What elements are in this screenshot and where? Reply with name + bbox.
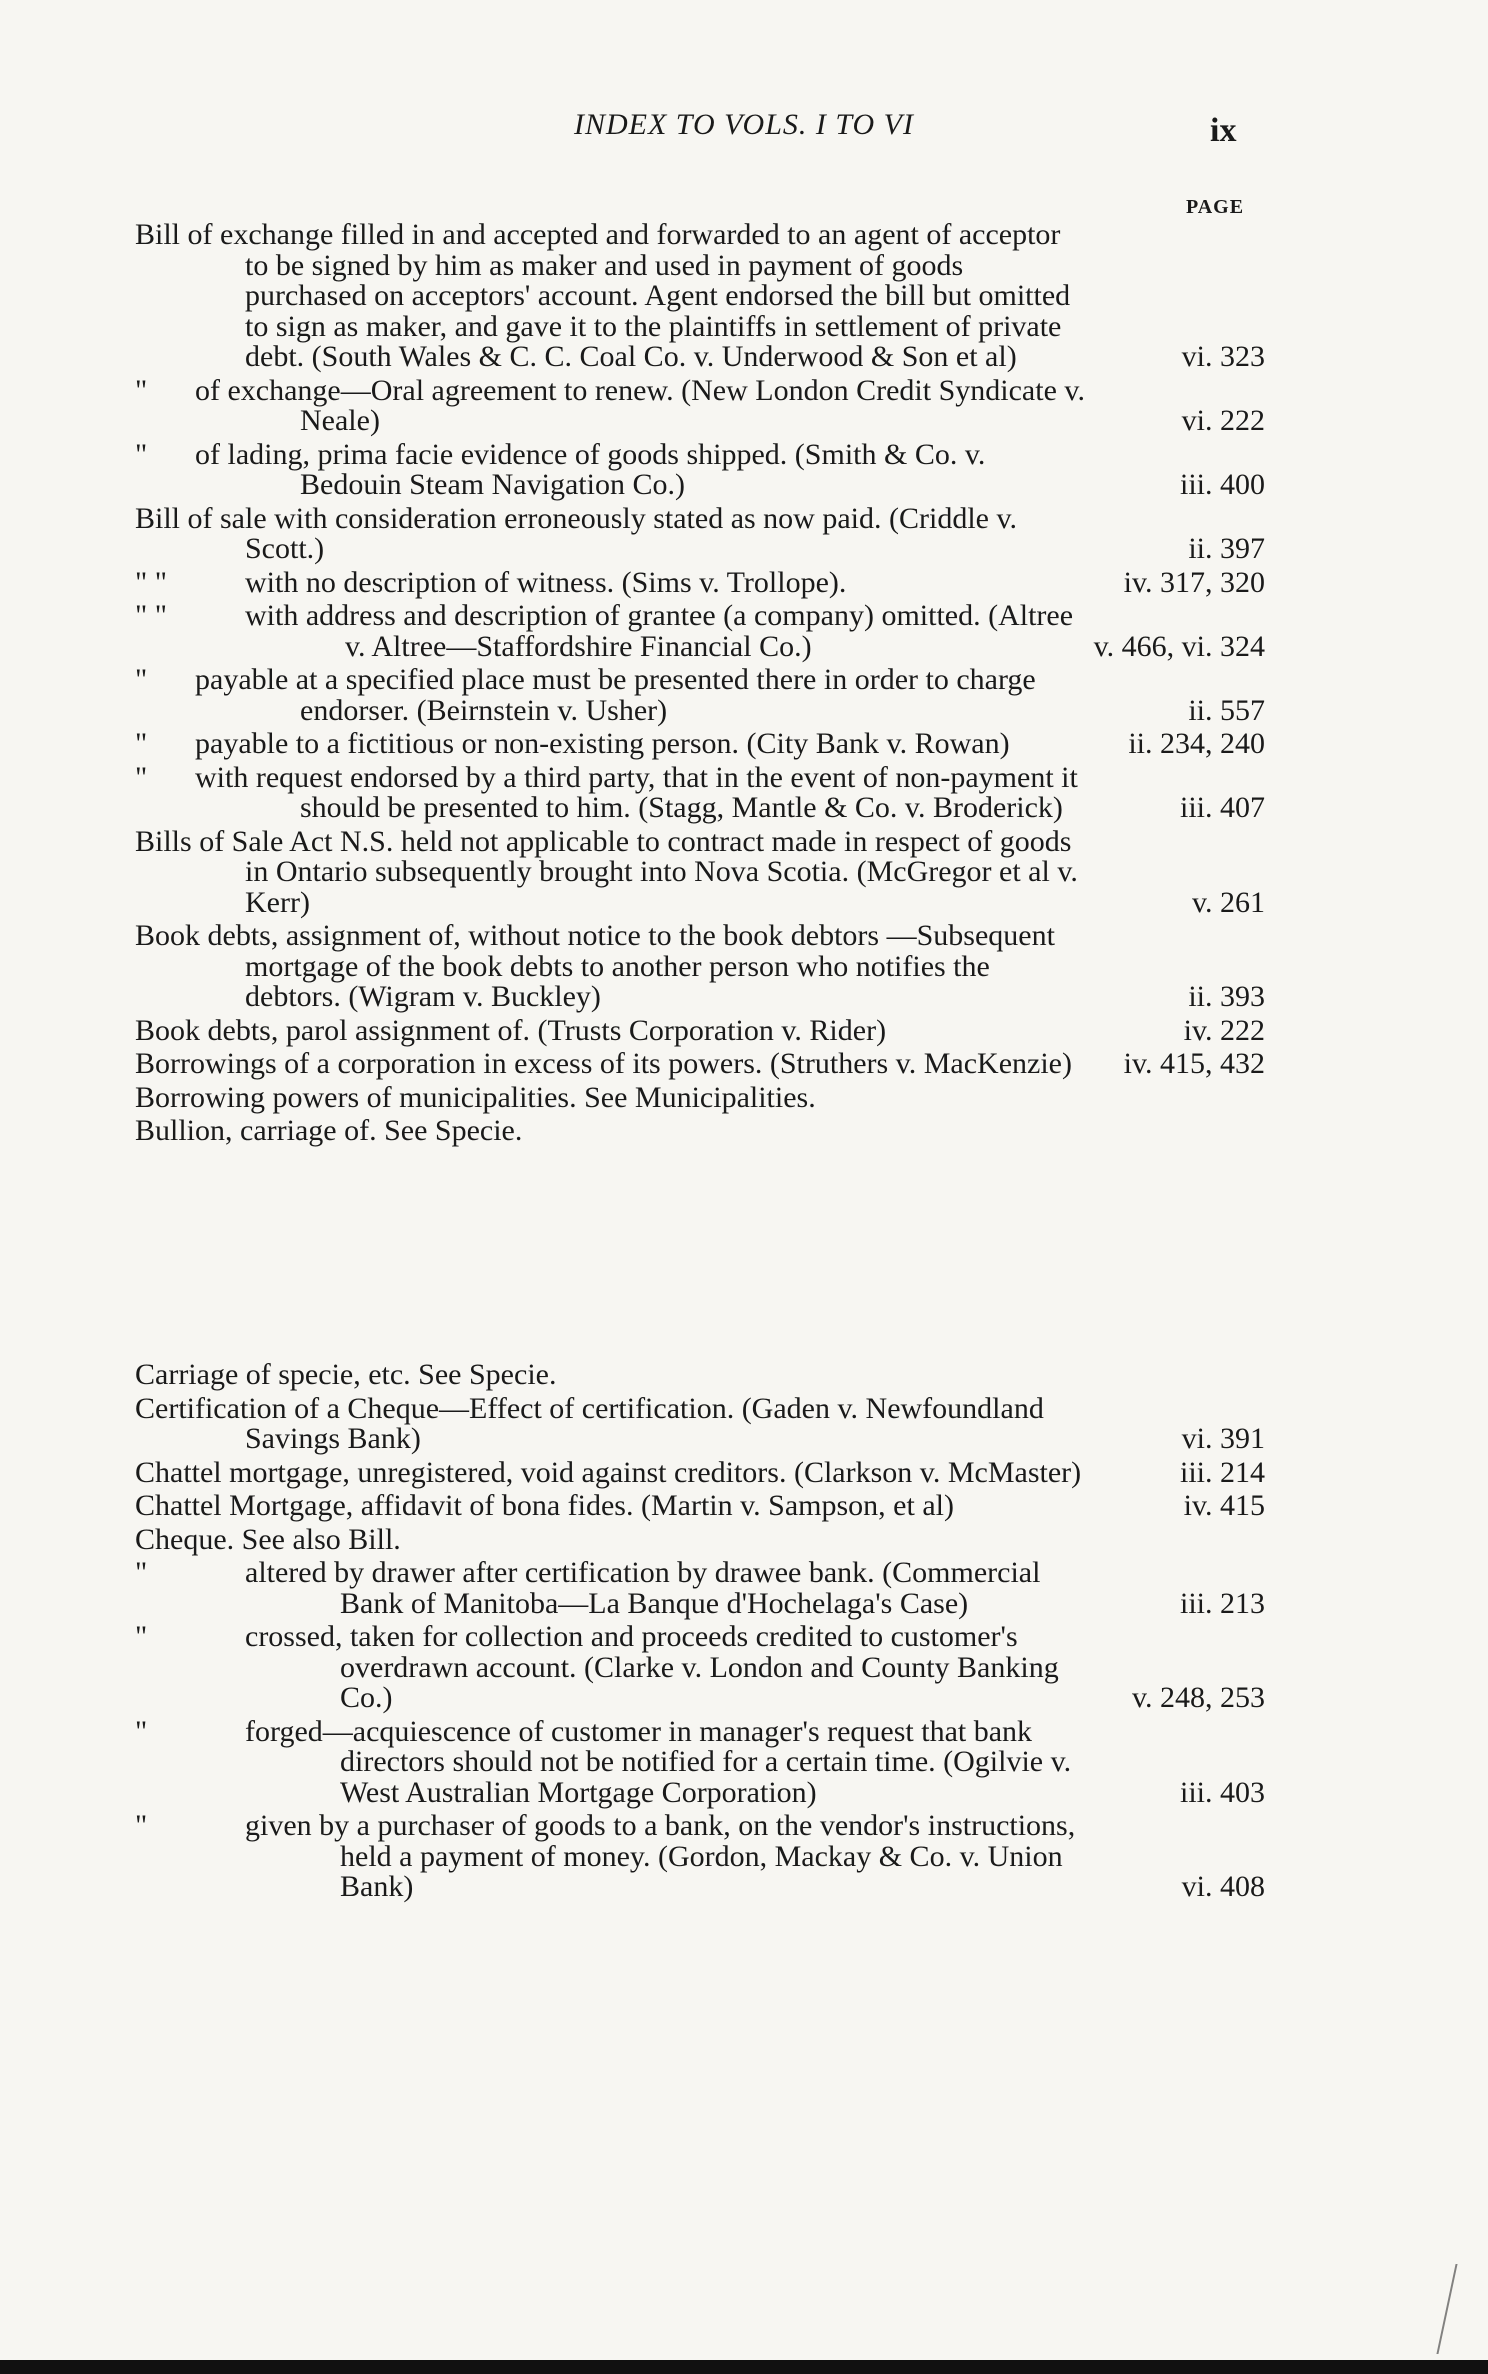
page-reference: iv. 222	[1183, 1013, 1265, 1047]
page-reference: iv. 415	[1183, 1489, 1265, 1522]
index-entry	[135, 1013, 1265, 1047]
entry-text	[135, 501, 1085, 565]
index-entry	[135, 1491, 1265, 1522]
entry-body: Borrowings of a corporation in excess of its powers. (Struthers v. MacKenzie)	[135, 1047, 1072, 1080]
index-entry	[135, 1811, 1265, 1903]
entry-text	[135, 1556, 1085, 1620]
page-reference: v. 261	[1191, 885, 1265, 919]
index-entry	[135, 921, 1265, 1013]
entry-body: Book debts, parol assignment of. (Trusts Corporation v. Rider)	[135, 1013, 887, 1047]
entry-text	[135, 1455, 1085, 1489]
index-entry	[135, 1558, 1265, 1619]
entry-text	[135, 437, 1085, 501]
index-entry	[135, 1455, 1265, 1489]
entry-text	[135, 727, 1085, 760]
ditto-mark: "	[135, 1620, 148, 1653]
index-entry	[135, 729, 1265, 760]
index-entry	[135, 1080, 1265, 1114]
entry-body: of lading, prima facie evidence of goods shipped. (Smith & Co. v. Bedouin Steam Navigation Co.)	[195, 437, 986, 501]
page-reference: v. 248, 253	[1131, 1681, 1265, 1714]
page-reference: iii. 213	[1179, 1586, 1265, 1620]
page-reference: v. 466, vi. 324	[1093, 629, 1265, 663]
page-column-label: PAGE	[1186, 196, 1245, 218]
page-corner-mark	[1436, 2264, 1487, 2354]
index-entry	[135, 437, 1265, 501]
ditto-mark: "	[135, 760, 148, 794]
ditto-mark: "	[135, 1556, 148, 1589]
index-entry	[135, 1522, 1265, 1556]
entry-body: payable at a specified place must be presented there in order to charge endorser. (Beirnstein v. Usher)	[195, 663, 1036, 727]
index-entry	[135, 1714, 1265, 1809]
scan-edge	[0, 2360, 1488, 2374]
entry-text	[135, 1714, 1085, 1809]
entry-text	[135, 218, 1085, 373]
page-reference: vi. 391	[1181, 1422, 1265, 1455]
entry-text	[135, 599, 1085, 663]
index-section-b	[135, 220, 1265, 1150]
entry-body: with no description of witness. (Sims v. Trollope).	[245, 565, 847, 599]
index-entry	[135, 1360, 1265, 1391]
index-entry	[135, 373, 1265, 437]
index-entry	[135, 1622, 1265, 1714]
entry-text	[135, 1522, 1085, 1556]
index-entry	[135, 601, 1265, 662]
index-entry	[135, 1116, 1265, 1147]
index-entry	[135, 220, 1265, 373]
ditto-mark: "	[135, 437, 148, 471]
entry-text	[135, 1080, 1085, 1114]
entry-text	[135, 760, 1085, 824]
index-entry	[135, 501, 1265, 565]
entry-body: Borrowing powers of municipalities. See Municipalities.	[135, 1080, 816, 1114]
entry-body: with address and description of grantee (a company) omitted. (Altree v. Altree—Staffordshire Financial Co.)	[245, 599, 1074, 663]
entry-body: forged—acquiescence of customer in manager's request that bank directors should not be notified for a certain time. (Ogilvie v. West Australian Mortgage Corporation)	[245, 1714, 1072, 1809]
entry-text	[135, 1114, 1085, 1147]
ditto-mark: "	[135, 373, 148, 407]
entry-text	[135, 1358, 1085, 1391]
page-reference: ii. 393	[1188, 980, 1265, 1013]
entry-text	[135, 1489, 1085, 1522]
page-reference: iv. 317, 320	[1123, 565, 1265, 599]
page-reference: ii. 557	[1188, 693, 1265, 727]
index-entry	[135, 1049, 1265, 1080]
page-reference: iii. 400	[1179, 468, 1265, 501]
entry-text	[135, 373, 1085, 437]
entry-body: Cheque. See also Bill.	[135, 1522, 401, 1556]
page-reference: ii. 397	[1188, 532, 1265, 565]
page-reference: iv. 415, 432	[1123, 1047, 1265, 1080]
page-number: ix	[1210, 112, 1237, 149]
entry-body: Bullion, carriage of. See Specie.	[135, 1114, 523, 1147]
entry-body: Book debts, assignment of, without notice to the book debtors —Subsequent mortgage of the book debts to another person who notifies the debtors. (Wigram v. Buckley)	[135, 919, 1055, 1013]
entry-text	[135, 1013, 1085, 1047]
entry-text	[135, 663, 1085, 727]
ditto-mark: "	[135, 727, 148, 760]
page-reference: vi. 408	[1181, 1870, 1265, 1903]
ditto-mark: "	[135, 1809, 148, 1842]
entry-body: Bill of sale with consideration erroneously stated as now paid. (Criddle v. Scott.)	[135, 501, 1018, 565]
index-entry	[135, 824, 1265, 919]
entry-text	[135, 565, 1085, 599]
entry-body: of exchange—Oral agreement to renew. (New London Credit Syndicate v. Neale)	[195, 373, 1085, 437]
entry-body: Chattel Mortgage, affidavit of bona fides. (Martin v. Sampson, et al)	[135, 1489, 954, 1522]
entry-body: Carriage of specie, etc. See Specie.	[135, 1358, 557, 1391]
index-entry	[135, 665, 1265, 726]
entry-body: Certification of a Cheque—Effect of certification. (Gaden v. Newfoundland Savings Bank)	[135, 1391, 1044, 1455]
entry-body: payable to a fictitious or non-existing person. (City Bank v. Rowan)	[195, 727, 1010, 760]
page-reference: iii. 214	[1179, 1455, 1265, 1489]
running-title: INDEX TO VOLS. I TO VI	[573, 108, 915, 141]
entry-body: Chattel mortgage, unregistered, void against creditors. (Clarkson v. McMaster)	[135, 1455, 1082, 1489]
entry-text	[135, 1809, 1085, 1903]
entry-text	[135, 824, 1085, 919]
entry-body: altered by drawer after certification by drawee bank. (Commercial Bank of Manitoba—La Banque d'Hochelaga's Case)	[245, 1556, 1041, 1620]
entry-text	[135, 1391, 1085, 1455]
entry-text	[135, 919, 1085, 1013]
index-entry	[135, 760, 1265, 824]
index-entry	[135, 1391, 1265, 1455]
page-reference: vi. 222	[1181, 404, 1265, 437]
page-reference: iii. 407	[1179, 791, 1265, 824]
entry-text	[135, 1047, 1085, 1080]
entry-body: crossed, taken for collection and proceeds credited to customer's overdrawn account. (Clarke v. London and County Banking Co.)	[245, 1620, 1059, 1714]
ditto-mark: "	[135, 1714, 148, 1748]
index-section-c	[135, 1360, 1265, 1906]
entry-body: Bill of exchange filled in and accepted and forwarded to an agent of acceptor to be signed by him as maker and used in payment of goods purchased on acceptors' account. Agent endorsed the bill but omitted to sign as maker, and gave it to the plaintiffs in settlement of private debt. (South Wales & C. C. Coal Co. v. Underwood & Son et al)	[135, 218, 1071, 373]
entry-body: given by a purchaser of goods to a bank, on the vendor's instructions, held a payment of money. (Gordon, Mackay & Co. v. Union Bank)	[245, 1809, 1076, 1903]
page-reference: iii. 403	[1179, 1775, 1265, 1809]
page-reference: ii. 234, 240	[1128, 727, 1265, 760]
entry-body: Bills of Sale Act N.S. held not applicable to contract made in respect of goods in Ontario subsequently brought into Nova Scotia. (McGregor et al v. Kerr)	[135, 824, 1078, 919]
entry-text	[135, 1620, 1085, 1714]
entry-body: with request endorsed by a third party, that in the event of non-payment it should be presented to him. (Stagg, Mantle & Co. v. Broderick)	[195, 760, 1078, 824]
index-entry	[135, 565, 1265, 599]
ditto-mark: "	[135, 663, 148, 696]
ditto-mark: " "	[135, 565, 167, 599]
page-reference: vi. 323	[1181, 340, 1265, 373]
ditto-mark: " "	[135, 599, 167, 632]
